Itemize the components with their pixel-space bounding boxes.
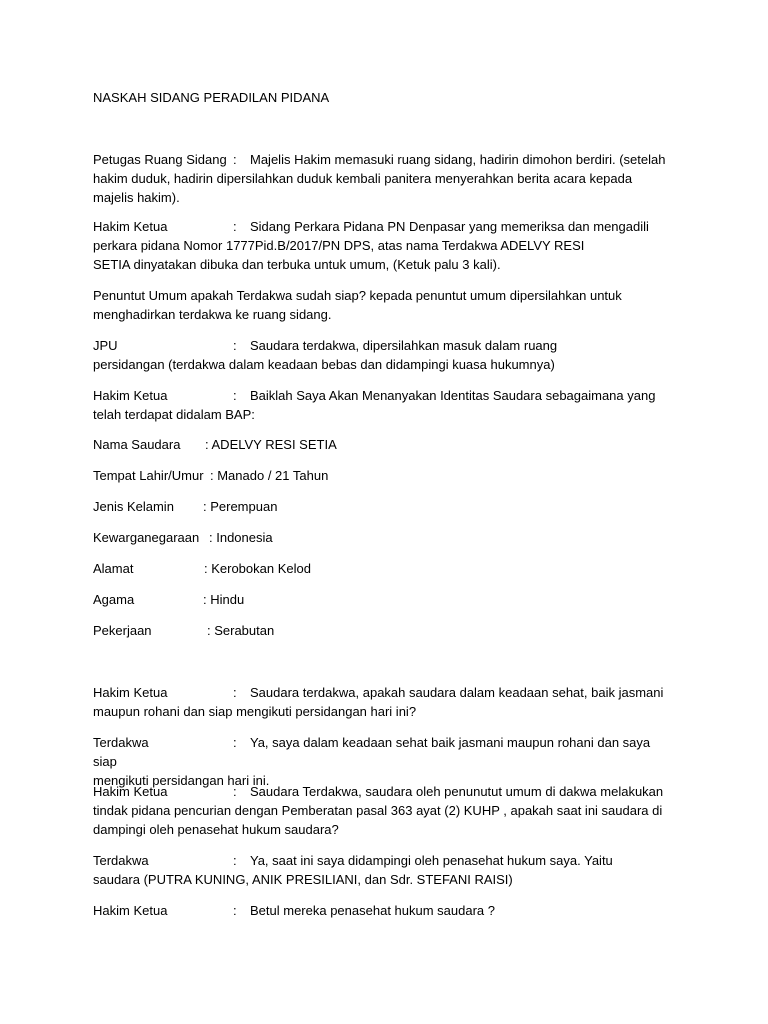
identity-label: Alamat: [93, 561, 134, 576]
identity-label: Jenis Kelamin: [93, 499, 174, 514]
identity-label: Pekerjaan: [93, 623, 152, 638]
paragraph-hakim-ketua: [93, 217, 673, 274]
dialogue-text: mengikuti persidangan hari ini.: [93, 773, 270, 788]
identity-row-nama: [93, 435, 337, 454]
document-title: NASKAH SIDANG PERADILAN PIDANA: [93, 90, 330, 105]
speaker-label: Hakim Ketua: [93, 903, 168, 918]
dialogue-text: menghadirkan terdakwa ke ruang sidang.: [93, 307, 332, 322]
dialogue-text: persidangan (terdakwa dalam keadaan bebas dan didampingi kuasa hukumnya): [93, 357, 555, 372]
speaker-colon: :: [233, 735, 237, 750]
dialogue-text: Saudara Terdakwa, saudara oleh penunutut umum di dakwa melakukan: [250, 784, 664, 799]
dialogue-text: Ya, saya dalam keadaan sehat baik jasmani maupun rohani dan saya siap: [93, 735, 651, 769]
identity-value: : Perempuan: [203, 499, 278, 514]
dialogue-hakim-ketua: [93, 782, 673, 839]
dialogue-text: telah terdapat didalam BAP:: [93, 407, 255, 422]
dialogue-text: Saudara terdakwa, dipersilahkan masuk dalam ruang: [250, 338, 558, 353]
paragraph-hakim-ketua: [93, 386, 673, 424]
identity-row-jenis-kelamin: [93, 497, 277, 516]
identity-label: Tempat Lahir/Umur: [93, 468, 204, 483]
dialogue-text: Ya, saat ini saya didampingi oleh penasehat hukum saya. Yaitu: [250, 853, 613, 868]
dialogue-terdakwa: [93, 851, 673, 889]
speaker-label: Hakim Ketua: [93, 388, 168, 403]
identity-label: Agama: [93, 592, 135, 607]
dialogue-text: Sidang Perkara Pidana PN Denpasar yang memeriksa dan mengadili: [250, 219, 649, 234]
speaker-colon: :: [233, 152, 237, 167]
paragraph-petugas: [93, 150, 673, 207]
identity-row-alamat: [93, 559, 311, 578]
speaker-colon: :: [233, 784, 237, 799]
identity-label: Nama Saudara: [93, 437, 181, 452]
dialogue-text: Majelis Hakim memasuki ruang sidang, hadirin dimohon berdiri. (setelah: [250, 152, 666, 167]
dialogue-text: perkara pidana Nomor 1777Pid.B/2017/PN DPS, atas nama Terdakwa ADELVY RESI: [93, 238, 585, 253]
speaker-label: JPU: [93, 338, 118, 353]
identity-row-agama: [93, 590, 244, 609]
identity-row-tempat-lahir: [93, 466, 328, 485]
dialogue-text: tindak pidana pencurian dengan Pemberatan pasal 363 ayat (2) KUHP , apakah saat ini saudara di: [93, 803, 663, 818]
dialogue-text: saudara (PUTRA KUNING, ANIK PRESILIANI, dan Sdr. STEFANI RAISI): [93, 872, 513, 887]
identity-label: Kewarganegaraan: [93, 530, 200, 545]
speaker-colon: :: [233, 338, 237, 353]
dialogue-text: majelis hakim).: [93, 190, 180, 205]
identity-value: : ADELVY RESI SETIA: [205, 437, 337, 452]
identity-row-pekerjaan: [93, 621, 274, 640]
speaker-label: Terdakwa: [93, 735, 149, 750]
identity-value: : Serabutan: [207, 623, 275, 638]
speaker-label: Hakim Ketua: [93, 685, 168, 700]
paragraph-jpu: [93, 336, 673, 374]
dialogue-text: Baiklah Saya Akan Menanyakan Identitas Saudara sebagaimana yang: [250, 388, 656, 403]
speaker-colon: :: [233, 903, 237, 918]
dialogue-text: dampingi oleh penasehat hukum saudara?: [93, 822, 339, 837]
speaker-colon: :: [233, 219, 237, 234]
paragraph-penuntut-umum: [93, 286, 673, 324]
dialogue-text: Betul mereka penasehat hukum saudara ?: [250, 903, 495, 918]
speaker-label: Hakim Ketua: [93, 219, 168, 234]
dialogue-text: SETIA dinyatakan dibuka dan terbuka untuk umum, (Ketuk palu 3 kali).: [93, 257, 501, 272]
dialogue-text: Penuntut Umum apakah Terdakwa sudah siap? kepada penuntut umum dipersilahkan untuk: [93, 288, 622, 303]
identity-value: : Manado / 21 Tahun: [210, 468, 329, 483]
dialogue-hakim-ketua: [93, 683, 673, 721]
speaker-colon: :: [233, 388, 237, 403]
speaker-colon: :: [233, 685, 237, 700]
dialogue-text: Saudara terdakwa, apakah saudara dalam keadaan sehat, baik jasmani: [250, 685, 664, 700]
speaker-label: Hakim Ketua: [93, 784, 168, 799]
speaker-label: Petugas Ruang Sidang: [93, 152, 227, 167]
identity-value: : Indonesia: [209, 530, 273, 545]
dialogue-text: maupun rohani dan siap mengikuti persidangan hari ini?: [93, 704, 417, 719]
speaker-colon: :: [233, 853, 237, 868]
identity-value: : Kerobokan Kelod: [204, 561, 311, 576]
identity-value: : Hindu: [203, 592, 245, 607]
dialogue-text: hakim duduk, hadirin dipersilahkan duduk kembali panitera menyerahkan berita acara kepada: [93, 171, 633, 186]
speaker-label: Terdakwa: [93, 853, 149, 868]
dialogue-hakim-ketua: [93, 901, 673, 920]
identity-row-kewarganegaraan: [93, 528, 273, 547]
